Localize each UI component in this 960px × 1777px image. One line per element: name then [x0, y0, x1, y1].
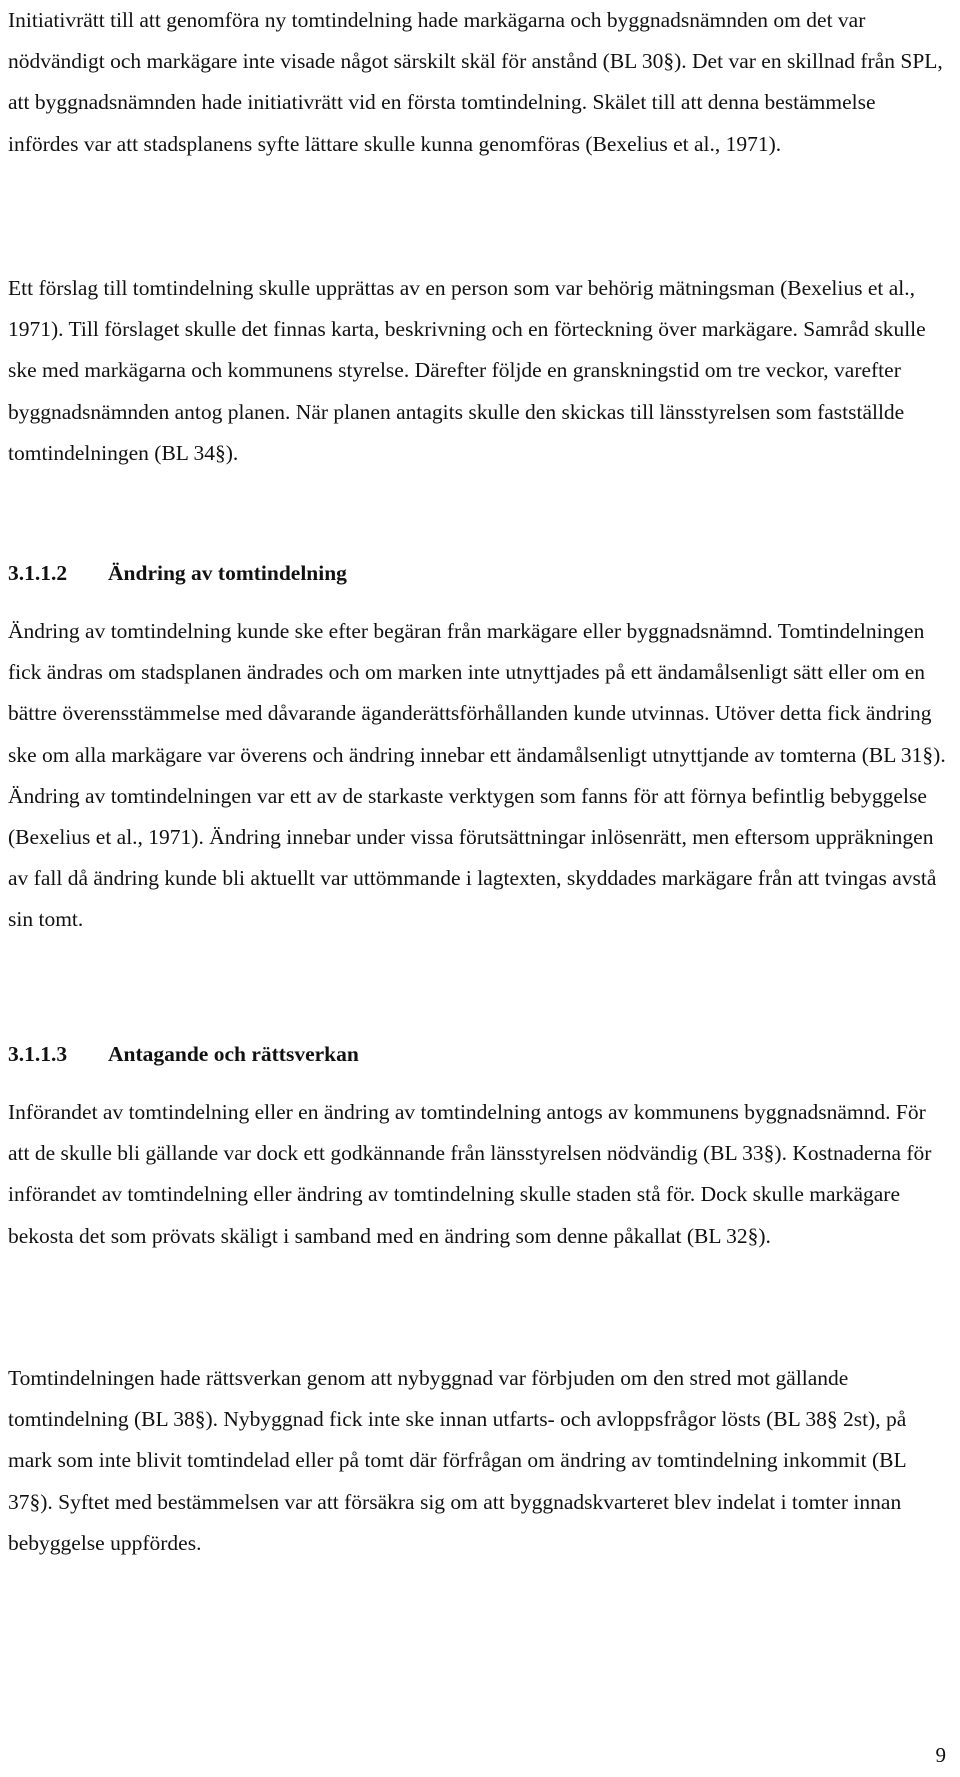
paragraph-inforandet: Införandet av tomtindelning eller en ändring av tomtindelning antogs av kommunens byggnadsnämnd. För att de skulle bli gällande var dock ett godkännande från länsstyrelsen nödvändig (BL 33§). Kostnaderna för införandet av tomtindelning eller ändring av tomtindelning skulle staden stå för. Dock skulle markägare bekosta det som prövats skäligt i samband med en ändring som denne påkallat (BL 32§). [8, 1100, 932, 1248]
paragraph-andring: Ändring av tomtindelning kunde ske efter begäran från markägare eller byggnadsnämnd. Tomtindelningen fick ändras om stadsplanen ändrades och om marken inte utnyttjades på ett ändamålsenligt sätt eller om en bättre överensstämmelse med dåvarande äganderättsförhållanden kunde utvinnas. Utöver detta fick ändring ske om alla markägare var överens och ändring innebar ett ändamålsenligt utnyttjande av tomterna (BL 31§). Ändring av tomtindelningen var ett av de starkaste verktygen som fanns för att förnya befintlig bebyggelse (Bexelius et al., 1971). Ändring innebar under vissa förutsättningar inlösenrätt, men eftersom uppräkningen av fall då ändring kunde bli aktuellt var uttömmande i lagtexten, skyddades markägare från att tvingas avstå sin tomt. [8, 619, 946, 932]
page-number: 9 [935, 1743, 946, 1767]
section-number: 3.1.1.3 [8, 1042, 68, 1066]
paragraph-initiativratt: Initiativrätt till att genomföra ny tomtindelning hade markägarna och byggnadsnämnden om det var nödvändigt och markägare inte visade något särskilt skäl för anstånd (BL 30§). Det var en skillnad från SPL, att byggnadsnämnden hade initiativrätt vid en första tomtindelning. Skälet till att denna bestämmelse infördes var att stadsplanens syfte lättare skulle kunna genomföras (Bexelius et al., 1971). [8, 8, 943, 156]
section-title: Antagande och rättsverkan [108, 1042, 359, 1066]
section-heading-andring [8, 553, 948, 594]
section-heading-antagande [8, 1034, 948, 1075]
section-number: 3.1.1.2 [8, 561, 68, 585]
paragraph-rattsverkan: Tomtindelningen hade rättsverkan genom att nybyggnad var förbjuden om den stred mot gällande tomtindelning (BL 38§). Nybyggnad fick inte ske innan utfarts- och avloppsfrågor lösts (BL 38§ 2st), på mark som inte blivit tomtindelad eller på tomt där förfrågan om ändring av tomtindelning inkommit (BL 37§). Syftet med bestämmelsen var att försäkra sig om att byggnadskvarteret blev indelat i tomter innan bebyggelse uppfördes. [8, 1366, 907, 1555]
paragraph-forslag: Ett förslag till tomtindelning skulle upprättas av en person som var behörig mätningsman (Bexelius et al., 1971). Till förslaget skulle det finnas karta, beskrivning och en förteckning över markägare. Samråd skulle ske med markägarna och kommunens styrelse. Därefter följde en granskningstid om tre veckor, varefter byggnadsnämnden antog planen. När planen antagits skulle den skickas till länsstyrelsen som fastställde tomtindelningen (BL 34§). [8, 276, 926, 465]
section-title: Ändring av tomtindelning [108, 561, 347, 585]
